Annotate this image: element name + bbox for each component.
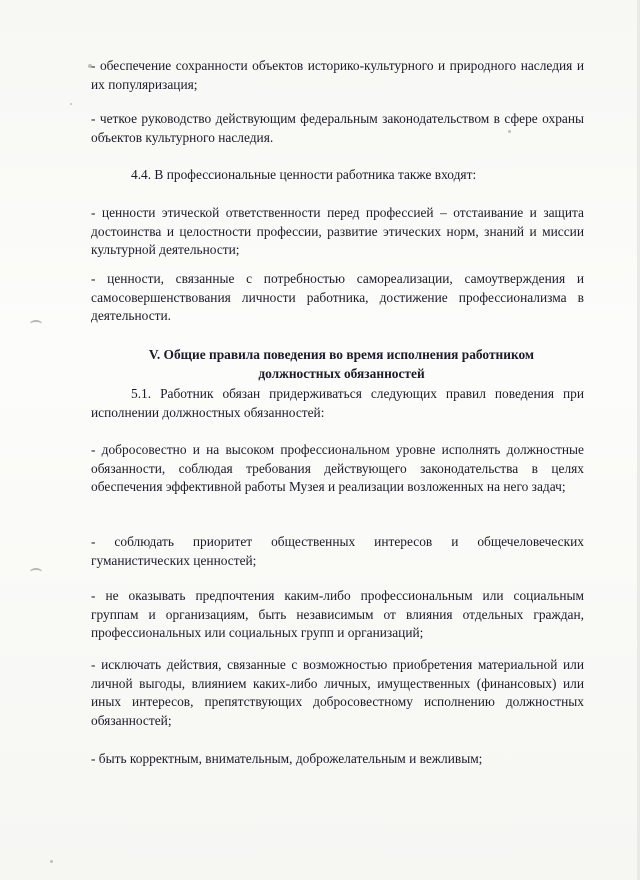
paragraph-public-interest: - соблюдать приоритет общественных интересов и общечеловеческих гуманистических ценностей;	[91, 534, 584, 568]
paragraph-federal-law: - четкое руководство действующим федеральным законодательством в сфере охраны объектов культурного наследия.	[91, 111, 584, 145]
paragraph-self-realization: - ценности, связанные с потребностью самореализации, самоутверждения и самосовершенствования личности работника, достижение профессионализма в деятельности.	[91, 271, 584, 323]
paragraph-5-1: 5.1. Работник обязан придерживаться следующих правил поведения при исполнении должностных обязанностей:	[91, 386, 584, 420]
punch-hole-mark	[30, 568, 42, 576]
punch-hole-mark	[30, 320, 42, 328]
paragraph-independence: - не оказывать предпочтения каким-либо профессиональным или социальным группам и организациям, быть независимым от влияния отдельных граждан, профессиональных или социальных групп и организаций;	[91, 588, 584, 640]
section-heading: V. Общие правила поведения во время исполнения работником должностных обязанностей	[148, 347, 535, 381]
paragraph-heritage-preservation: - обеспечение сохранности объектов историко-культурного и природного наследия и их популяризация;	[91, 58, 584, 92]
paragraph-politeness: - быть корректным, внимательным, доброжелательным и вежливым;	[91, 751, 483, 766]
speck	[50, 860, 53, 863]
paragraph-conscientious-duty: - добросовестно и на высоком профессиональном уровне исполнять должностные обязанности, соблюдая требования действующего законодательства в целях обеспечения эффективной работы Музея и реализации возложенных на него задач;	[91, 442, 584, 494]
paragraph-ethical-values: - ценности этической ответственности перед профессией – отстаивание и защита достоинства и целостности профессии, развитие этических норм, знаний и миссии культурной деятельности;	[91, 205, 584, 257]
speck	[70, 103, 72, 105]
paragraph-no-personal-gain: - исключать действия, связанные с возможностью приобретения материальной или личной выгоды, влиянием каких-либо личных, имущественных (финансовых) или иных интересов, препятствующих добросовестному исполнению должностных обязанностей;	[91, 657, 584, 728]
paragraph-4-4: 4.4. В профессиональные ценности работника также входят:	[131, 167, 477, 182]
